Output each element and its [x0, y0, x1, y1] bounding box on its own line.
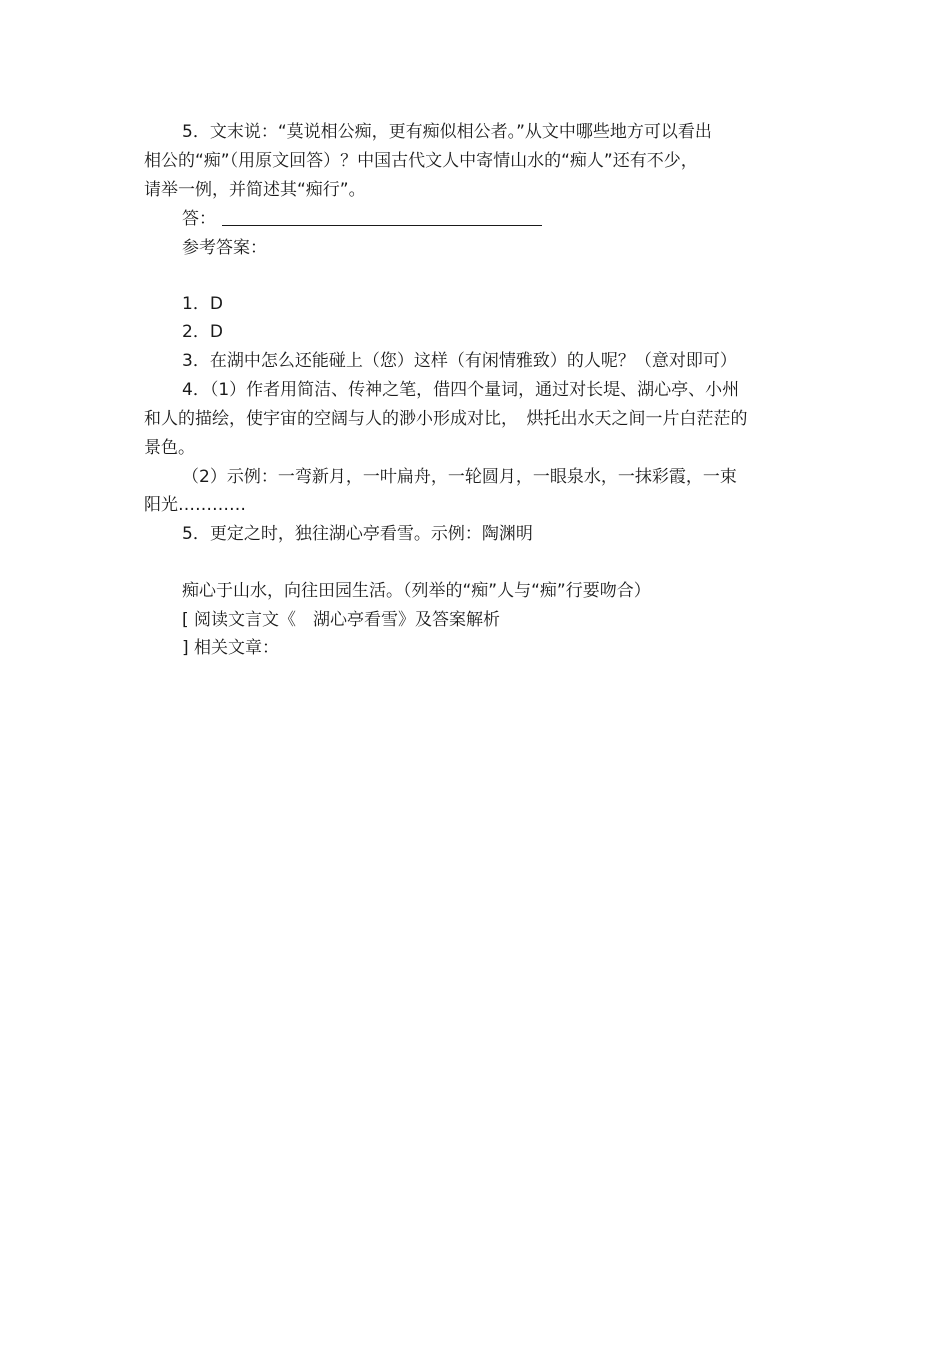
- answer-5-line-2: 痴心于山水，向往田园生活。（列举的“痴”人与“痴”行要吻合）: [182, 581, 651, 601]
- reference-answers-heading: 参考答案：: [182, 238, 267, 258]
- question-5-line-3: 请举一例，并简述其“痴行”。: [144, 180, 366, 200]
- question-5-line-2: 相公的“痴”（用原文回答）？中国古代文人中寄情山水的“痴人”还有不少，: [144, 151, 698, 171]
- answer-2: 2．D: [182, 322, 223, 342]
- answer-1: 1．D: [182, 294, 223, 314]
- answer-4-2-line-1: （2）示例：一弯新月，一叶扁舟，一轮圆月，一眼泉水，一抹彩霞，一束: [182, 467, 737, 487]
- answer-4-2-line-2: 阳光…………: [144, 495, 246, 515]
- answer-label: 答：: [182, 209, 216, 229]
- question-5-line-1: 5．文末说：“莫说相公痴，更有痴似相公者。”从文中哪些地方可以看出: [182, 122, 712, 142]
- answer-line: [182, 208, 542, 230]
- answer-4-line-3: 景色。: [144, 438, 195, 458]
- answer-3: 3．在湖中怎么还能碰上（您）这样（有闲情雅致）的人呢？（意对即可）: [182, 351, 737, 371]
- answer-blank: [222, 209, 542, 226]
- answer-4-line-2: 和人的描绘，使宇宙的空阔与人的渺小形成对比， 烘托出水天之间一片白茫茫的: [144, 409, 748, 429]
- answer-5-line-1: 5．更定之时，独往湖心亭看雪。示例：陶渊明: [182, 524, 533, 544]
- related-articles-label: ] 相关文章：: [182, 638, 280, 658]
- article-link-line[interactable]: [ 阅读文言文《 湖心亭看雪》及答案解析: [182, 610, 501, 630]
- answer-4-line-1: 4．（1）作者用简洁、传神之笔，借四个量词，通过对长堤、湖心亭、小州: [182, 380, 740, 400]
